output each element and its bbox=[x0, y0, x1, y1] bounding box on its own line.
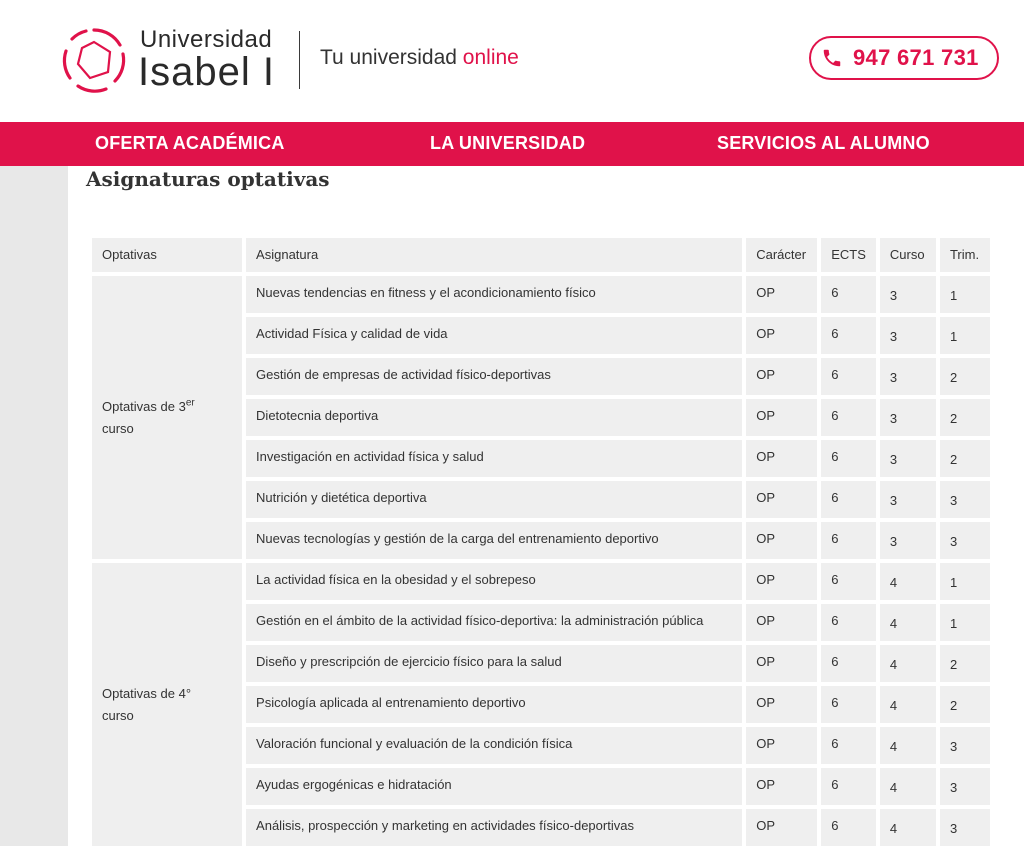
header-trim: Trim. bbox=[940, 238, 990, 272]
cell-caracter: OP bbox=[746, 276, 817, 313]
cell-ects: 6 bbox=[821, 686, 876, 723]
header-caracter: Carácter bbox=[746, 238, 817, 272]
group-label-suffix: curso bbox=[102, 420, 134, 436]
cell-ects: 6 bbox=[821, 522, 876, 559]
group-label-prefix: Optativas de 3 bbox=[102, 398, 186, 414]
cell-asignatura: Gestión de empresas de actividad físico-deportivas bbox=[246, 358, 742, 395]
cell-caracter: OP bbox=[746, 522, 817, 559]
cell-trim: 3 bbox=[940, 809, 990, 846]
cell-asignatura: Nuevas tendencias en fitness y el acondicionamiento físico bbox=[246, 276, 742, 313]
cell-caracter: OP bbox=[746, 604, 817, 641]
cell-curso: 4 bbox=[880, 645, 936, 682]
table-row bbox=[92, 563, 990, 600]
cell-ects: 6 bbox=[821, 440, 876, 477]
cell-ects: 6 bbox=[821, 317, 876, 354]
university-logo-icon[interactable] bbox=[60, 26, 128, 94]
main-content bbox=[68, 166, 1024, 846]
cell-curso: 3 bbox=[880, 481, 936, 518]
cell-asignatura: Ayudas ergogénicas e hidratación bbox=[246, 768, 742, 805]
cell-trim: 3 bbox=[940, 522, 990, 559]
cell-asignatura: Nutrición y dietética deportiva bbox=[246, 481, 742, 518]
cell-curso: 3 bbox=[880, 317, 936, 354]
group-label-suffix: curso bbox=[102, 707, 134, 723]
cell-ects: 6 bbox=[821, 563, 876, 600]
tagline bbox=[320, 46, 519, 70]
cell-asignatura: Valoración funcional y evaluación de la condición física bbox=[246, 727, 742, 764]
cell-trim: 2 bbox=[940, 399, 990, 436]
cell-ects: 6 bbox=[821, 604, 876, 641]
cell-trim: 1 bbox=[940, 563, 990, 600]
site-header bbox=[0, 0, 1024, 122]
optativas-table bbox=[88, 234, 994, 846]
cell-caracter: OP bbox=[746, 645, 817, 682]
cell-curso: 3 bbox=[880, 399, 936, 436]
cell-trim: 1 bbox=[940, 604, 990, 641]
cell-curso: 4 bbox=[880, 727, 936, 764]
header-ects: ECTS bbox=[821, 238, 876, 272]
group-label-sup: er bbox=[185, 397, 195, 409]
cell-trim: 3 bbox=[940, 768, 990, 805]
cell-caracter: OP bbox=[746, 686, 817, 723]
header-asignatura: Asignatura bbox=[246, 238, 742, 272]
cell-trim: 2 bbox=[940, 686, 990, 723]
cell-caracter: OP bbox=[746, 727, 817, 764]
cell-trim: 1 bbox=[940, 317, 990, 354]
group-label-prefix: Optativas de 4° bbox=[102, 685, 192, 701]
cell-caracter: OP bbox=[746, 768, 817, 805]
cell-curso: 4 bbox=[880, 686, 936, 723]
cell-trim: 3 bbox=[940, 481, 990, 518]
cell-curso: 3 bbox=[880, 358, 936, 395]
cell-ects: 6 bbox=[821, 276, 876, 313]
logo-divider bbox=[299, 31, 300, 89]
cell-caracter: OP bbox=[746, 809, 817, 846]
cell-asignatura: Nuevas tecnologías y gestión de la carga del entrenamiento deportivo bbox=[246, 522, 742, 559]
cell-curso: 3 bbox=[880, 440, 936, 477]
cell-asignatura: Análisis, prospección y marketing en actividades físico-deportivas bbox=[246, 809, 742, 846]
cell-curso: 4 bbox=[880, 768, 936, 805]
cell-curso: 3 bbox=[880, 522, 936, 559]
cell-ects: 6 bbox=[821, 358, 876, 395]
cell-trim: 2 bbox=[940, 440, 990, 477]
cell-asignatura: Psicología aplicada al entrenamiento deportivo bbox=[246, 686, 742, 723]
header-curso: Curso bbox=[880, 238, 936, 272]
table-header-row bbox=[92, 238, 990, 272]
cell-ects: 6 bbox=[821, 727, 876, 764]
cell-asignatura: La actividad física en la obesidad y el sobrepeso bbox=[246, 563, 742, 600]
cell-ects: 6 bbox=[821, 481, 876, 518]
cell-asignatura: Actividad Física y calidad de vida bbox=[246, 317, 742, 354]
table-row bbox=[92, 276, 990, 313]
phone-number: 947 671 731 bbox=[853, 45, 979, 70]
cell-asignatura: Dietotecnia deportiva bbox=[246, 399, 742, 436]
cell-ects: 6 bbox=[821, 768, 876, 805]
nav-item-oferta-academica[interactable]: OFERTA ACADÉMICA bbox=[95, 133, 285, 153]
group-label-cell bbox=[92, 563, 242, 846]
phone-button[interactable] bbox=[809, 36, 999, 80]
cell-trim: 3 bbox=[940, 727, 990, 764]
cell-caracter: OP bbox=[746, 563, 817, 600]
cell-asignatura: Diseño y prescripción de ejercicio físico para la salud bbox=[246, 645, 742, 682]
cell-caracter: OP bbox=[746, 440, 817, 477]
logo-text-universidad: Universidad bbox=[140, 26, 273, 53]
group-label-cell bbox=[92, 276, 242, 559]
cell-caracter: OP bbox=[746, 399, 817, 436]
cell-caracter: OP bbox=[746, 358, 817, 395]
tagline-accent: online bbox=[462, 46, 519, 69]
cell-curso: 4 bbox=[880, 809, 936, 846]
cell-curso: 3 bbox=[880, 276, 936, 313]
phone-icon bbox=[821, 47, 843, 69]
table-body bbox=[92, 276, 990, 846]
section-title: Asignaturas optativas bbox=[86, 167, 330, 191]
cell-ects: 6 bbox=[821, 809, 876, 846]
tagline-main: Tu universidad bbox=[320, 46, 463, 69]
cell-trim: 1 bbox=[940, 276, 990, 313]
cell-curso: 4 bbox=[880, 563, 936, 600]
nav-item-la-universidad[interactable]: LA UNIVERSIDAD bbox=[430, 133, 586, 153]
cell-trim: 2 bbox=[940, 358, 990, 395]
logo-text-isabel: Isabel I bbox=[138, 50, 275, 94]
nav-item-servicios-alumno[interactable]: SERVICIOS AL ALUMNO bbox=[717, 133, 930, 153]
cell-curso: 4 bbox=[880, 604, 936, 641]
cell-ects: 6 bbox=[821, 645, 876, 682]
header-optativas: Optativas bbox=[92, 238, 242, 272]
cell-asignatura: Investigación en actividad física y salud bbox=[246, 440, 742, 477]
main-nav bbox=[0, 122, 1024, 166]
cell-asignatura: Gestión en el ámbito de la actividad físico-deportiva: la administración pública bbox=[246, 604, 742, 641]
cell-ects: 6 bbox=[821, 399, 876, 436]
cell-caracter: OP bbox=[746, 317, 817, 354]
cell-caracter: OP bbox=[746, 481, 817, 518]
cell-trim: 2 bbox=[940, 645, 990, 682]
